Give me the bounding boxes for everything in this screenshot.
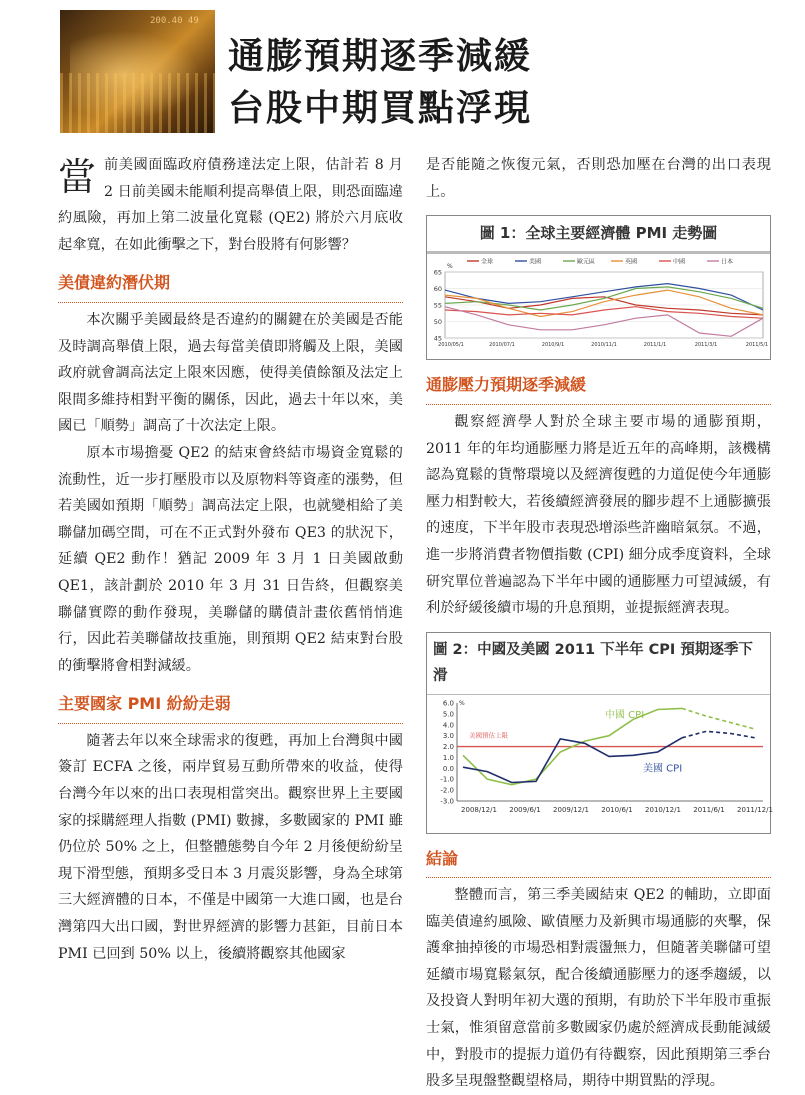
x-tick-label: 2010/12/1 <box>645 805 681 814</box>
legend-label: 英國 <box>625 258 638 266</box>
pmi-line-chart <box>427 254 769 350</box>
x-tick-label: 2010/07/1 <box>489 341 515 348</box>
body-paragraph: 本次關乎美國最終是否違約的關鍵在於美國是否能及時調高舉債上限，過去每當美債即將觸及上限，美國政府就會調高法定上限來因應，使得美債餘額及法定上限間多維持相對平衡的關係，因此，過去十年以來，美國已「順勢」調高了十次法定上限。 <box>58 311 403 435</box>
y-tick-label: 55 <box>433 301 442 310</box>
x-tick-label: 2008/12/1 <box>461 805 497 814</box>
y-axis-unit: % <box>459 699 465 707</box>
y-tick-label: 65 <box>433 268 442 277</box>
y-tick-label: 5.0 <box>442 710 454 719</box>
y-tick-label: 50 <box>433 317 442 326</box>
legend-label: 中國 <box>673 258 686 266</box>
y-tick-label: 45 <box>433 334 442 343</box>
x-tick-label: 2010/6/1 <box>601 805 633 814</box>
y-tick-label: 60 <box>433 284 442 293</box>
series-forecast-line <box>682 731 755 738</box>
x-tick-label: 2011/3/1 <box>694 341 718 348</box>
x-tick-label: 2011/5/1 <box>745 341 769 348</box>
section-heading-debt-default: 美債違約潛伏期 <box>58 270 403 299</box>
x-tick-label: 2011/12/1 <box>737 805 773 814</box>
y-tick-label: 3.0 <box>442 732 454 741</box>
x-tick-label: 2011/6/1 <box>693 805 725 814</box>
legend-label: 歐元區 <box>577 258 596 266</box>
section-heading-pmi: 主要國家 PMI 紛紛走弱 <box>58 691 403 720</box>
dropcap: 當 <box>58 155 97 199</box>
body-paragraph: 隨著去年以來全球需求的復甦，再加上台灣與中國簽訂 ECFA 之後，兩岸貿易互動所帶來的收益，使得台灣今年以來的出口表現相當突出。觀察世界上主要國家的採購經理人指數 (PMI) 數據，多數國家的 PMI 雖仍位於 50% 之上，但整體態勢自今年 2 月後便紛紛呈現下滑型態，預期多受日本 3 月震災影響，身為全球第三大經濟體的日本，不僅是中國第一大進口國，也是台灣第四大出口國，對世界經濟的影響力甚鉅，目前日本 PMI 已回到 50% 以上，後續將觀察其他國家 <box>58 732 403 962</box>
photo-ticker-text: 200.40 49 <box>150 16 199 26</box>
header-photo <box>60 10 215 133</box>
body-paragraph-continued: 是否能隨之恢復元氣，否則恐加壓在台灣的出口表現上。 <box>426 157 771 200</box>
legend-label: 日本 <box>721 258 734 266</box>
figure-2-title: 圖 2：中國及美國 2011 下半年 CPI 預期逐季下滑 <box>427 633 770 695</box>
x-tick-label: 2010/9/1 <box>541 341 565 348</box>
y-tick-label: 1.0 <box>442 753 454 762</box>
y-tick-label: -2.0 <box>440 786 454 795</box>
series-forecast-line <box>682 708 755 729</box>
figure-1-title: 圖 1：全球主要經濟體 PMI 走勢圖 <box>427 216 770 254</box>
x-tick-label: 2010/05/1 <box>438 341 464 348</box>
page-title-line1: 通膨預期逐季減緩 <box>228 36 533 77</box>
x-tick-label: 2009/12/1 <box>553 805 589 814</box>
right-column <box>426 152 771 1095</box>
figure-1-pmi-chart <box>426 215 771 360</box>
photo-chart-bars <box>60 73 215 133</box>
y-tick-label: 6.0 <box>442 699 454 708</box>
page-title-line2: 台股中期買點浮現 <box>228 88 533 129</box>
y-axis-unit: % <box>447 262 453 270</box>
legend-label: 美國 <box>529 258 542 266</box>
left-column <box>58 152 403 967</box>
section-heading-inflation: 通膨壓力預期逐季減緩 <box>426 372 771 401</box>
intro-text: 前美國面臨政府債務達法定上限，估計若 8 月 2 日前美國未能順利提高舉債上限，則恐面臨違約風險，再加上第二波量化寬鬆 (QE2) 將於六月底收起傘寬，在如此衝擊之下，對台股將有何影響？ <box>58 157 403 253</box>
reference-line-label: 美國預估上限 <box>469 731 508 740</box>
body-paragraph: 原本市場擔憂 QE2 的結束會終結市場資金寬鬆的流動性，近一步打壓股市以及原物料等資產的漲勢，但若美國如預期「順勢」調高法定上限，也就變相給了美聯儲加碼空間，可在不正式對外發布 QE3 的狀況下，延續 QE2 動作！猶記 2009 年 3 月 1 日美國啟動 QE1，該計劃於 2010 年 3 月 31 日告終，但觀察美聯儲實際的動作發現，美聯儲的購債計畫依舊悄悄進行，因此若美聯儲故技重施，則預期 QE2 結束對台股的衝擊將會相對減緩。 <box>58 444 403 674</box>
body-paragraph: 整體而言，第三季美國結束 QE2 的輔助，立即面臨美債違約風險、歐債壓力及新興市場通膨的夾擊，保護傘抽掉後的市場恐相對震盪無力，但隨著美聯儲可望延續市場寬鬆氣氛，配合後續通膨壓力的逐季趨緩，以及投資人對明年初大選的預期，有助於下半年股市重振士氣，惟須留意當前多數國家仍處於經濟成長動能減緩中，對股市的提振力道仍有待觀察，因此預期第三季台股多呈現盤整觀望格局，期待中期買點的浮現。 <box>426 887 771 1090</box>
series-line <box>463 738 682 783</box>
y-tick-label: 0.0 <box>442 764 454 773</box>
legend-label: 全球 <box>481 258 494 266</box>
section-heading-conclusion: 結論 <box>426 846 771 875</box>
body-paragraph: 觀察經濟學人對於全球主要市場的通膨預期，2011 年的年均通膨壓力將是近五年的高峰期，該機構認為寬鬆的貨幣環境以及經濟復甦的力道促使今年通膨壓力相對較大，若後續經濟發展的腳步趕不上通膨擴張的速度，下半年股市表現恐增添些許幽暗氣氛。不過，進一步將消費者物價指數 (CPI) 細分成季度資料，全球研究單位普遍認為下半年中國的通膨壓力可望減緩，有利於紓緩後續市場的升息預期，並提振經濟表現。 <box>426 413 771 617</box>
y-tick-label: -3.0 <box>440 797 454 806</box>
series-label-us: 美國 CPI <box>643 763 683 775</box>
figure-2-cpi-chart <box>426 632 771 834</box>
series-label-china: 中國 CPI <box>605 710 645 722</box>
y-tick-label: 4.0 <box>442 721 454 730</box>
x-tick-label: 2010/11/1 <box>591 341 617 348</box>
y-tick-label: 2.0 <box>442 742 454 751</box>
x-tick-label: 2011/1/1 <box>643 341 667 348</box>
x-tick-label: 2009/6/1 <box>509 805 541 814</box>
cpi-line-chart <box>427 695 773 823</box>
y-tick-label: -1.0 <box>440 775 454 784</box>
intro-paragraph <box>58 152 403 258</box>
